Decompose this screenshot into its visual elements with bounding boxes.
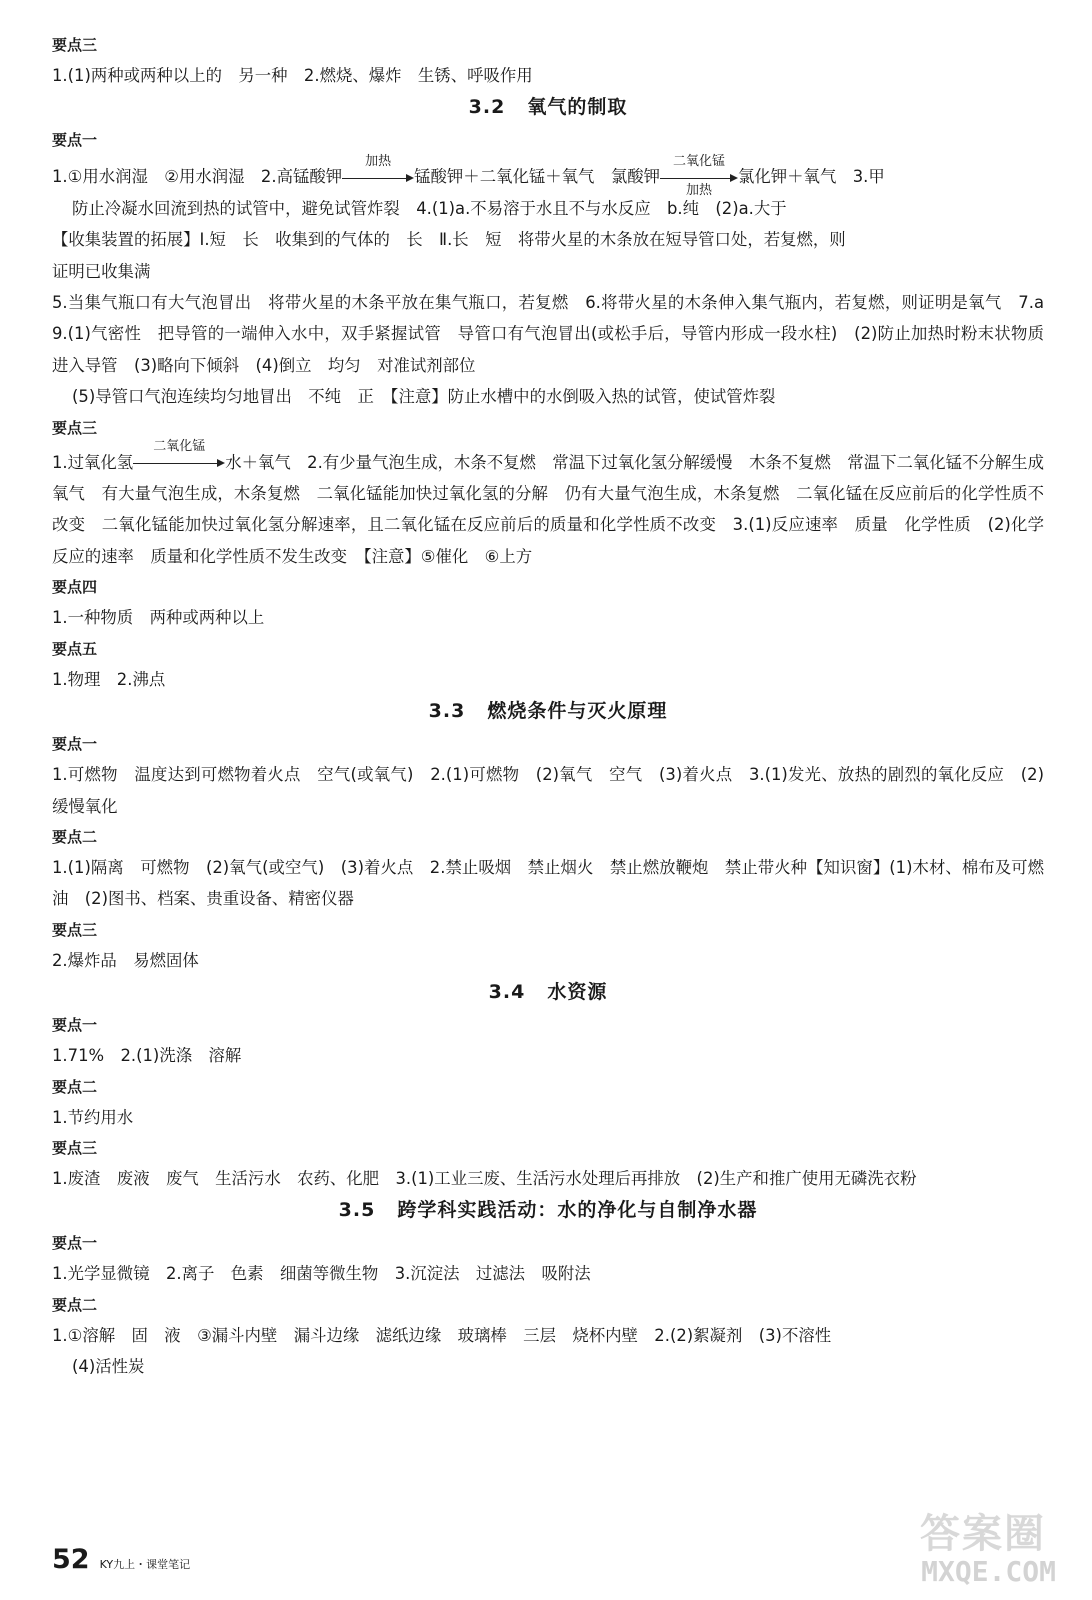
section-title-3-4 (52, 978, 1044, 1006)
answer-line: 1.光学显微镜 2.离子 色素 细菌等微生物 3.沉淀法 过滤法 吸附法 (52, 1264, 591, 1284)
point-heading: 要点一 (52, 735, 98, 754)
section-name: 氧气的制取 (527, 96, 628, 119)
reaction-arrow (660, 153, 738, 198)
section-title-3-2 (52, 93, 1044, 121)
answer-line: (4)活性炭 (72, 1357, 145, 1377)
section-name: 水资源 (547, 981, 608, 1004)
answer-line: (5)导管口气泡连续均匀地冒出 不纯 正 【注意】防止水槽中的水倒吸入热的试管，使试管炸裂 (72, 387, 776, 407)
book-label: KY九上・课堂笔记 (99, 1558, 191, 1571)
answer-line: 证明已收集满 (52, 261, 151, 281)
section-name: 燃烧条件与灭火原理 (487, 700, 668, 723)
answer-line: 防止冷凝水回流到热的试管中，避免试管炸裂 4.(1)a.不易溶于水且不与水反应 b.纯 (2)a.大于 (72, 198, 787, 218)
answer-paragraph: 1.废渣 废液 废气 生活污水 农药、化肥 3.(1)工业三废、生活污水处理后再排放 (2)生产和推广使用无磷洗衣粉 (52, 1168, 917, 1188)
reaction-condition: 加热 (685, 182, 712, 198)
point-heading: 要点四 (52, 578, 98, 597)
answer-paragraph: 1.(1)隔离 可燃物 (2)氧气(或空气) (3)着火点 2.禁止吸烟 禁止烟火 禁止燃放鞭炮 禁止带火种【知识窗】(1)木材、棉布及可燃油 (2)图书、档案、贵重设备、精密仪器 (52, 857, 1044, 909)
answer-paragraph (52, 153, 1044, 198)
section-title-3-3 (52, 697, 1044, 725)
reaction-catalyst: 二氧化锰 (153, 439, 206, 455)
watermark-logo (852, 1502, 1062, 1592)
point-heading: 要点二 (52, 1077, 98, 1096)
watermark-url: MXQE.COM (921, 1555, 1056, 1588)
watermark-logo-text: 答案圈 (920, 1511, 1046, 1557)
answer-line: 2.爆炸品 易燃固体 (52, 950, 199, 970)
section-title-3-5 (52, 1196, 1044, 1224)
reaction-condition: 加热 (365, 153, 392, 169)
section-number: 3.4 (488, 981, 526, 1004)
point-heading: 要点二 (52, 1295, 98, 1314)
page-number: 52 (52, 1544, 90, 1575)
point-heading: 要点三 (52, 920, 98, 939)
answer-line: 1.节约用水 (52, 1107, 134, 1127)
reaction-arrow (342, 153, 414, 185)
answer-paragraph: 5.当集气瓶口有大气泡冒出 将带火星的木条平放在集气瓶口，若复燃 6.将带火星的木条伸入集气瓶内，若复燃，则证明是氧气 7.a 9.(1)气密性 把导管的一端伸入水中，双手紧握试管 导管口有气泡冒出(或松手后，导管内形成一段水柱) (2)防止加热时粉末状物质进入导管 (3)略向下倾斜 (4)倒立 均匀 对准试剂部位 (52, 293, 1061, 375)
answer-line: 【收集装置的拓展】Ⅰ.短 长 收集到的气体的 长 Ⅱ.长 短 将带火星的木条放在短导管口处，若复燃，则 (52, 230, 846, 250)
point-heading: 要点一 (52, 1016, 98, 1035)
answer-text: 1.①用水润湿 ②用水润湿 2.高锰酸钾 (52, 167, 343, 187)
point-heading: 要点五 (52, 639, 98, 658)
page-footer (52, 1544, 190, 1584)
answer-line: 1.一种物质 两种或两种以上 (52, 608, 265, 628)
section-name: 跨学科实践活动：水的净化与自制净水器 (397, 1199, 758, 1222)
answer-text: 氯化钾＋氧气 3.甲 (738, 167, 885, 187)
answer-text: 1.过氧化氢 (52, 452, 134, 472)
point-heading: 要点一 (52, 1234, 98, 1253)
answer-line: 1.①溶解 固 液 ③漏斗内壁 漏斗边缘 滤纸边缘 玻璃棒 三层 烧杯内壁 2.(2)絮凝剂 (3)不溶性 (52, 1325, 832, 1345)
answer-line: 1.物理 2.沸点 (52, 669, 166, 689)
answer-text: 锰酸钾＋二氧化锰＋氧气 氯酸钾 (414, 167, 660, 187)
section-number: 3.3 (428, 700, 466, 723)
answer-line: 1.(1)两种或两种以上的 另一种 2.燃烧、爆炸 生锈、呼吸作用 (52, 66, 533, 85)
reaction-catalyst: 二氧化锰 (672, 153, 725, 169)
reaction-arrow (133, 439, 225, 470)
answer-line: 1.71% 2.(1)洗涤 溶解 (52, 1046, 242, 1066)
section-number: 3.5 (338, 1199, 376, 1222)
answer-page (52, 30, 1061, 1383)
answer-paragraph: 1.可燃物 温度达到可燃物着火点 空气(或氧气) 2.(1)可燃物 (2)氧气 空气 (3)着火点 3.(1)发光、放热的剧烈的氧化反应 (2)缓慢氧化 (52, 765, 1044, 816)
answer-paragraph (52, 439, 1044, 573)
point-heading: 要点三 (52, 418, 98, 437)
point-heading: 要点三 (52, 36, 98, 54)
point-heading: 要点二 (52, 827, 98, 846)
point-heading: 要点一 (52, 131, 98, 150)
answer-text: 水＋氧气 2.有少量气泡生成，木条不复燃 常温下过氧化氢分解缓慢 木条不复燃 常温下二氧化锰不分解生成氧气 有大量气泡生成，木条复燃 二氧化锰能加快过氧化氢的分解 仍有大量气泡生成，木条复燃 二氧化锰在反应前后的化学性质不改变 二氧化锰能加快过氧化氢分解速率，且二氧化锰在反应前后的质量和化学性质不改变 3.(1)反应速率 质量 化学性质 (2)化学反应的速率 质量和化学性质不发生改变 【注意】⑤催化 ⑥上方 (52, 452, 1044, 566)
section-number: 3.2 (468, 96, 506, 119)
point-heading: 要点三 (52, 1138, 98, 1157)
